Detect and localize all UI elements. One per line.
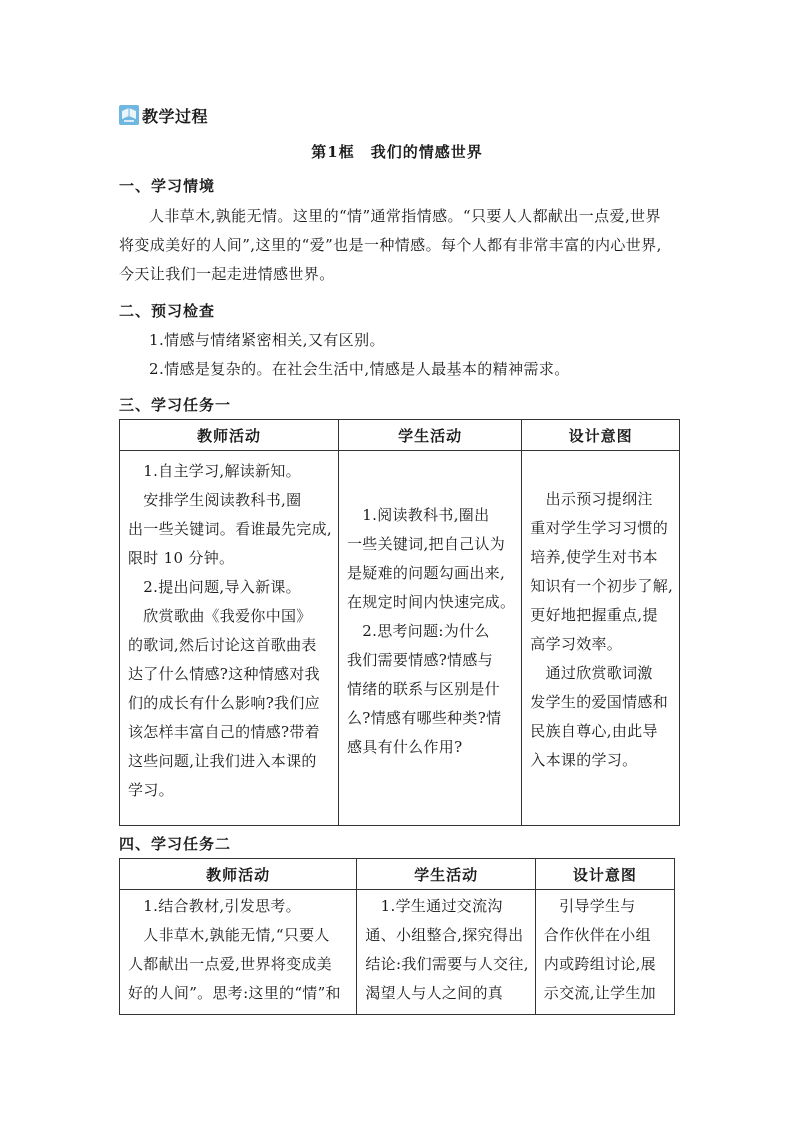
cell-line: 1.自主学习,解读新知。 xyxy=(128,462,301,480)
section-1-line: 将变成美好的人间”,这里的“爱”也是一种情感。每个人都有非常丰富的内心世界, xyxy=(119,236,662,254)
cell-line: 欣赏歌曲《我爱你中国》 xyxy=(128,607,312,625)
cell-line: 1.学生通过交流沟 xyxy=(365,897,503,915)
cell-line: 渴望人与人之间的真 xyxy=(365,984,504,1002)
cell-line: 的歌词,然后讨论这首歌曲表 xyxy=(128,636,317,654)
column-header-student: 学生活动 xyxy=(338,420,521,451)
design-intent-cell xyxy=(522,451,680,826)
cell-line: 高学习效率。 xyxy=(530,635,623,653)
design-intent-cell xyxy=(535,890,674,1015)
student-activity-cell xyxy=(338,451,521,826)
cell-line: 学习。 xyxy=(128,781,174,799)
lesson-subtitle: 第1框 我们的情感世界 xyxy=(311,143,483,161)
cell-line: 2.提出问题,导入新课。 xyxy=(128,578,301,596)
student-activity-cell xyxy=(357,890,535,1015)
section-2-title: 二、预习检查 xyxy=(119,302,216,320)
section-1-text xyxy=(119,202,675,289)
table-header-row xyxy=(120,859,675,890)
cell-line: 人都献出一点爱,世界将变成美 xyxy=(128,955,332,973)
cell-line: 通过欣赏歌词激 xyxy=(530,664,653,682)
cell-line: 结论:我们需要与人交往, xyxy=(365,955,529,973)
section-3-title: 三、学习任务一 xyxy=(119,396,232,414)
cell-line: 是疑难的问题勾画出来, xyxy=(346,564,506,582)
cell-line: 更好地把握重点,提 xyxy=(530,606,658,624)
cell-line: 么?情感有哪些种类?情 xyxy=(346,709,502,727)
cell-line: 培养,使学生对书本 xyxy=(530,548,658,566)
column-header-student: 学生活动 xyxy=(357,859,535,890)
table-row xyxy=(120,890,675,1015)
heading-text: 教学过程 xyxy=(142,106,209,126)
cell-line: 发学生的爱国情感和 xyxy=(530,693,668,711)
section-1-title: 一、学习情境 xyxy=(119,177,216,195)
task-1-table xyxy=(119,419,680,826)
cell-line: 民族自尊心,由此导 xyxy=(530,722,658,740)
section-1-line: 人非草木,孰能无情。这里的“情”通常指情感。“只要人人都献出一点爱,世界 xyxy=(149,207,661,225)
cell-line: 2.思考问题:为什么 xyxy=(346,622,490,640)
cell-line: 人非草木,孰能无情,“只要人 xyxy=(128,926,330,944)
cell-line: 入本课的学习。 xyxy=(530,751,638,769)
cell-line: 出一些关键词。看谁最先完成, xyxy=(128,520,332,538)
cell-line: 知识有一个初步了解, xyxy=(530,577,674,595)
book-icon xyxy=(119,105,139,125)
cell-line: 好的人间”。思考:这里的“情”和 xyxy=(128,984,341,1002)
table-header-row xyxy=(120,420,680,451)
cell-line: 达了什么情感?这种情感对我 xyxy=(128,665,320,683)
column-header-teacher: 教师活动 xyxy=(120,420,339,451)
cell-line: 这些问题,让我们进入本课的 xyxy=(128,752,317,770)
section-2-list xyxy=(119,326,675,384)
cell-line: 在规定时间内快速完成。 xyxy=(346,593,516,611)
task-2-table xyxy=(119,858,675,1015)
cell-line: 1.结合教材,引发思考。 xyxy=(128,897,301,915)
cell-line: 重对学生学习习惯的 xyxy=(530,519,668,537)
cell-line: 一些关键词,把自己认为 xyxy=(346,535,506,553)
cell-line: 出示预习提纲注 xyxy=(530,490,653,508)
column-header-teacher: 教师活动 xyxy=(120,859,357,890)
column-header-intent: 设计意图 xyxy=(522,420,680,451)
section-1-line: 今天让我们一起走进情感世界。 xyxy=(119,265,335,283)
list-item: 2.情感是复杂的。在社会生活中,情感是人最基本的精神需求。 xyxy=(149,360,570,378)
cell-line: 们的成长有什么影响?我们应 xyxy=(128,694,320,712)
teacher-activity-cell xyxy=(120,890,357,1015)
cell-line: 通、小组整合,探究得出 xyxy=(365,926,524,944)
section-heading xyxy=(119,104,208,126)
section-4-title: 四、学习任务二 xyxy=(119,835,232,853)
table-row xyxy=(120,451,680,826)
teacher-activity-cell xyxy=(120,451,339,826)
cell-line: 示交流,让学生加 xyxy=(543,984,656,1002)
cell-line: 引导学生与 xyxy=(543,897,636,915)
cell-line: 1.阅读教科书,圈出 xyxy=(346,506,490,524)
cell-line: 合作伙伴在小组 xyxy=(543,926,651,944)
list-item: 1.情感与情绪紧密相关,又有区别。 xyxy=(149,331,385,349)
cell-line: 安排学生阅读教科书,圈 xyxy=(128,491,302,509)
cell-line: 我们需要情感?情感与 xyxy=(346,651,494,669)
cell-line: 感具有什么作用? xyxy=(346,738,463,756)
cell-line: 内或跨组讨论,展 xyxy=(543,955,656,973)
column-header-intent: 设计意图 xyxy=(535,859,674,890)
cell-line: 该怎样丰富自己的情感?带着 xyxy=(128,723,320,741)
cell-line: 限时 10 分钟。 xyxy=(128,549,235,567)
cell-line: 情绪的联系与区别是什 xyxy=(346,680,500,698)
